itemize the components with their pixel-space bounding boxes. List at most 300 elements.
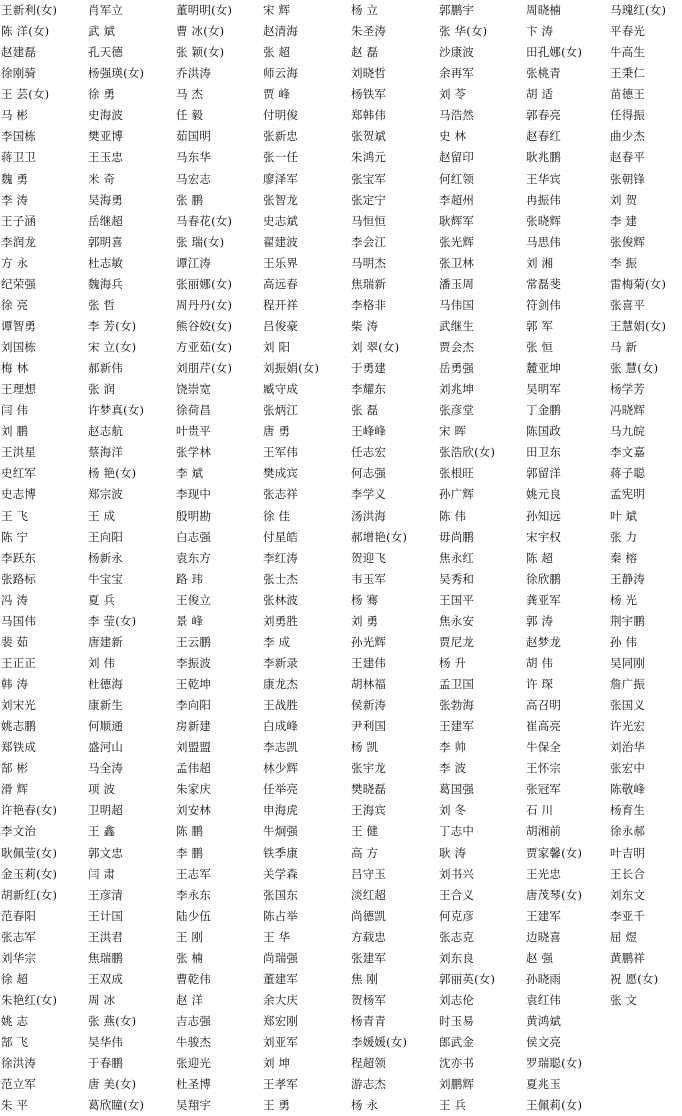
name-cell: 马全涛	[88, 761, 124, 776]
name-cell: 边晓喜	[526, 929, 562, 944]
name-cell: 付明俊	[263, 108, 299, 123]
name-cell: 夏 兵	[88, 592, 116, 607]
name-cell: 张浩欣(女)	[439, 445, 496, 460]
name-cell: 何红领	[439, 171, 475, 186]
name-cell: 赵志航	[88, 424, 124, 439]
name-cell: 王 华	[263, 929, 291, 944]
name-cell: 张炳江	[263, 403, 299, 418]
name-cell: 谭江涛	[176, 255, 212, 270]
name-cell: 何志强	[351, 466, 387, 481]
name-cell: 韩 涛	[1, 677, 29, 691]
name-cell: 张贺斌	[351, 129, 387, 144]
name-cell: 范春阳	[1, 908, 37, 923]
roster-row	[0, 274, 682, 295]
name-cell: 王 勇	[263, 1098, 291, 1113]
name-cell: 冯晓辉	[610, 403, 646, 418]
name-cell: 耿辉军	[439, 213, 475, 228]
name-cell: 马东华	[176, 150, 212, 165]
name-cell: 胡 适	[526, 87, 554, 102]
name-cell: 杨 凯	[351, 740, 379, 755]
name-cell: 张 颖(女)	[176, 45, 225, 60]
name-cell: 刘勇胜	[263, 613, 299, 628]
name-cell: 刘治华	[610, 740, 646, 755]
name-cell: 张 慧(女)	[610, 361, 659, 376]
name-cell: 崔高亮	[526, 719, 562, 734]
name-cell: 史海波	[88, 108, 124, 123]
name-cell: 景 峰	[176, 613, 204, 628]
roster-row	[0, 885, 682, 906]
roster-row	[0, 147, 682, 168]
roster-row	[0, 506, 682, 527]
name-cell: 王 刚	[176, 929, 204, 944]
name-cell: 吴秀和	[439, 571, 475, 586]
roster-row	[0, 1011, 682, 1032]
name-cell: 马伟国	[439, 297, 475, 312]
roster-row	[0, 590, 682, 611]
name-cell: 王建军	[526, 908, 562, 923]
name-cell: 吕守玉	[351, 866, 387, 881]
name-cell: 林少辉	[263, 761, 299, 776]
name-cell: 张俊辉	[610, 234, 646, 249]
name-cell: 袁东方	[176, 550, 212, 565]
name-cell: 马 新	[610, 340, 638, 354]
name-cell: 岳勇强	[439, 361, 475, 376]
name-cell: 任 毅	[176, 108, 204, 123]
name-cell: 朱圣涛	[351, 24, 387, 39]
name-cell: 赵留印	[439, 150, 475, 165]
name-cell: 王 飞	[1, 508, 29, 523]
name-cell: 吉志强	[176, 1014, 212, 1028]
name-cell: 郭 涛	[526, 613, 554, 628]
name-cell: 荆宇鹏	[610, 613, 646, 628]
name-cell: 郑韩伟	[351, 108, 387, 123]
name-cell: 于春鹏	[88, 1056, 124, 1071]
name-cell: 田孔娜(女)	[526, 45, 583, 60]
name-cell: 杨 立	[351, 3, 379, 17]
name-cell: 杨育生	[610, 803, 646, 818]
name-cell: 杨青青	[351, 1014, 387, 1028]
name-cell: 叶 斌	[610, 508, 638, 523]
name-cell: 祝 愿(女)	[610, 971, 659, 986]
name-cell: 李新录	[263, 655, 299, 670]
name-cell: 杨 骞	[351, 592, 379, 607]
name-cell: 刘 湘	[526, 255, 554, 270]
name-cell: 王 健	[351, 824, 379, 839]
name-cell: 白志强	[176, 529, 212, 544]
name-cell: 宋宇权	[526, 529, 562, 544]
name-cell	[609, 1074, 682, 1095]
roster-row	[0, 190, 682, 211]
name-cell: 王乐界	[263, 255, 299, 270]
name-cell: 陈 伟	[439, 508, 467, 523]
name-cell: 周晓楠	[526, 3, 562, 17]
name-cell: 王怀宗	[526, 761, 562, 776]
name-cell: 吴同刚	[610, 655, 646, 670]
name-cell: 周 冰	[88, 992, 116, 1007]
roster-row	[0, 990, 682, 1011]
name-cell: 任志宏	[351, 445, 387, 460]
roster-row	[0, 63, 682, 84]
name-cell: 王静涛	[610, 571, 646, 586]
name-cell: 石 川	[526, 803, 554, 818]
name-cell: 王云鹏	[176, 634, 212, 649]
name-cell: 耿佩莹(女)	[1, 845, 58, 860]
name-cell: 陈 超	[526, 550, 554, 565]
name-cell: 唐 勇	[263, 424, 291, 439]
name-cell: 曹 冰(女)	[176, 24, 225, 39]
roster-row	[0, 169, 682, 190]
name-cell: 田卫东	[526, 445, 562, 460]
name-cell: 陆少伍	[176, 908, 212, 923]
name-cell: 岳继超	[88, 213, 124, 228]
name-cell: 李超州	[439, 192, 475, 207]
name-cell: 赵春平	[610, 150, 646, 165]
roster-row	[0, 1053, 682, 1074]
name-cell: 王海宾	[351, 803, 387, 818]
name-cell: 牛炯强	[263, 824, 299, 839]
name-cell: 唐茂琴(女)	[526, 887, 583, 902]
name-cell: 王慧娟(女)	[610, 318, 667, 333]
name-cell: 许 琛	[526, 677, 554, 691]
roster-row	[0, 737, 682, 758]
name-cell: 姚元良	[526, 487, 562, 502]
name-cell: 蒋卫卫	[1, 150, 37, 165]
name-cell: 张 鹏	[176, 192, 204, 207]
name-cell: 郭丽英(女)	[439, 971, 496, 986]
name-cell: 李 帅	[439, 740, 467, 755]
name-cell: 纪荣强	[1, 276, 37, 291]
name-cell: 张 恒	[526, 340, 554, 354]
roster-row	[0, 442, 682, 463]
name-cell: 郭 军	[526, 318, 554, 333]
name-cell: 陈敬峰	[610, 782, 646, 797]
name-cell: 符剑伟	[526, 297, 562, 312]
name-cell: 朱鸿元	[351, 150, 387, 165]
name-cell: 李 成	[263, 634, 291, 649]
roster-row	[0, 295, 682, 316]
name-cell: 马春花(女)	[176, 213, 233, 228]
name-cell: 董建军	[263, 971, 299, 986]
name-cell: 李 波	[439, 761, 467, 776]
name-cell: 王洪君	[88, 929, 124, 944]
roster-row	[0, 674, 682, 695]
name-cell: 方亚茹(女)	[176, 340, 233, 354]
name-cell: 樊晓磊	[351, 782, 387, 797]
name-cell: 张朝锋	[610, 171, 646, 186]
name-cell: 张国义	[610, 698, 646, 713]
name-cell: 李媛媛(女)	[351, 1035, 408, 1050]
roster-row	[0, 716, 682, 737]
roster-row	[0, 927, 682, 948]
name-cell: 张智龙	[263, 192, 299, 207]
name-cell: 张晓辉	[526, 213, 562, 228]
name-cell: 葛国强	[439, 782, 475, 797]
name-cell: 廖泽军	[263, 171, 299, 186]
name-cell: 周丹丹(女)	[176, 297, 233, 312]
name-cell: 高远春	[263, 276, 299, 291]
name-cell: 刘兆坤	[439, 382, 475, 397]
name-cell: 李 芳(女)	[88, 318, 137, 333]
roster-row	[0, 126, 682, 147]
name-cell: 麓亚坤	[526, 361, 562, 376]
roster-row	[0, 105, 682, 126]
name-cell: 李格非	[351, 297, 387, 312]
name-cell: 李文嘉	[610, 445, 646, 460]
roster-row	[0, 548, 682, 569]
name-cell: 丁志中	[439, 824, 475, 839]
name-cell: 任举亮	[263, 782, 299, 797]
name-cell: 马浩然	[439, 108, 475, 123]
name-cell: 苗德王	[610, 87, 646, 102]
roster-row	[0, 400, 682, 421]
name-cell: 贺迎飞	[351, 550, 387, 565]
name-cell: 翟建波	[263, 234, 299, 249]
name-cell: 郎武金	[439, 1035, 475, 1050]
roster-row	[0, 695, 682, 716]
name-cell: 武继生	[439, 318, 475, 333]
name-cell: 陈国政	[526, 424, 562, 439]
name-cell: 孙知远	[526, 508, 562, 523]
roster-row	[0, 232, 682, 253]
name-cell: 李志凯	[263, 740, 299, 755]
name-cell: 李永东	[176, 887, 212, 902]
name-cell: 刘鹏辉	[439, 1077, 475, 1092]
name-cell: 李 振	[610, 255, 638, 270]
name-cell: 孟卫国	[439, 677, 475, 691]
name-cell: 郑宏刚	[263, 1014, 299, 1028]
name-cell: 尚德凯	[351, 908, 387, 923]
name-cell: 赵春红	[526, 129, 562, 144]
name-cell: 杜圣博	[176, 1077, 212, 1092]
name-cell: 蒋子聪	[610, 466, 646, 481]
name-cell: 张 磊	[351, 403, 379, 418]
name-cell: 刘国栋	[1, 340, 37, 354]
name-cell: 李亚千	[610, 908, 646, 923]
name-cell: 徐刚骑	[1, 66, 37, 81]
name-cell: 李润龙	[1, 234, 37, 249]
name-cell: 焦瑞鹏	[88, 950, 124, 965]
name-cell: 孔天德	[88, 45, 124, 60]
name-cell: 吴海勇	[88, 192, 124, 207]
name-cell: 王彦清	[88, 887, 124, 902]
name-cell: 樊成宾	[263, 466, 299, 481]
name-cell: 史红军	[1, 466, 37, 481]
name-cell: 于勇建	[351, 361, 387, 376]
name-cell: 张喜平	[610, 297, 646, 312]
name-cell: 罗瑞聪(女)	[526, 1056, 583, 1071]
name-cell: 张建军	[351, 950, 387, 965]
name-cell: 王洪星	[1, 445, 37, 460]
name-cell: 刘东文	[610, 887, 646, 902]
roster-row	[0, 1074, 682, 1095]
name-cell: 武 斌	[88, 24, 116, 39]
name-cell: 朱家庆	[176, 782, 212, 797]
name-cell: 康龙杰	[263, 677, 299, 691]
roster-row	[0, 653, 682, 674]
name-cell: 徐永郝	[610, 824, 646, 839]
name-cell: 刘 坤	[263, 1056, 291, 1071]
name-cell: 张 哲	[88, 297, 116, 312]
name-cell: 杨新永	[88, 550, 124, 565]
name-cell: 申海虎	[263, 803, 299, 818]
name-cell: 郑宗波	[88, 487, 124, 502]
name-cell: 张卫林	[439, 255, 475, 270]
name-cell: 杨 升	[439, 655, 467, 670]
roster-row	[0, 316, 682, 337]
name-cell: 袁红伟	[526, 992, 562, 1007]
name-cell: 叶贵平	[176, 424, 212, 439]
name-cell: 郭留洋	[526, 466, 562, 481]
name-cell: 曹乾伟	[176, 971, 212, 986]
name-cell: 郭文忠	[88, 845, 124, 860]
name-cell: 唐建新	[88, 634, 124, 649]
name-cell: 冉振伟	[526, 192, 562, 207]
name-cell: 王 成	[88, 508, 116, 523]
name-cell: 徐洪涛	[1, 1056, 37, 1071]
roster-row	[0, 632, 682, 653]
name-cell: 朱艳红(女)	[1, 992, 58, 1007]
name-cell: 项 波	[88, 782, 116, 797]
name-cell: 沈亦书	[439, 1056, 475, 1071]
name-cell: 许艳春(女)	[1, 803, 58, 818]
name-cell: 孙 伟	[610, 634, 638, 649]
name-cell: 闫 肃	[88, 866, 116, 881]
name-cell: 刘 苓	[439, 87, 467, 102]
name-cell: 时玉易	[439, 1014, 475, 1028]
name-cell: 王理想	[1, 382, 37, 397]
name-cell: 高 方	[351, 845, 379, 860]
name-cell: 赵 洋	[176, 992, 204, 1007]
name-cell: 何顺通	[88, 719, 124, 734]
name-cell: 耿 涛	[439, 845, 467, 860]
name-cell: 王佩莉(女)	[526, 1098, 583, 1113]
name-cell: 铁季康	[263, 845, 299, 860]
name-cell: 徐荷昌	[176, 403, 212, 418]
name-cell: 徐 超	[1, 971, 29, 986]
name-cell: 刘 阳	[263, 340, 291, 354]
name-cell: 王孝军	[263, 1077, 299, 1092]
roster-row	[0, 527, 682, 548]
name-cell: 潘玉周	[439, 276, 475, 291]
name-cell: 张定宁	[351, 192, 387, 207]
name-cell: 陈 宁	[1, 529, 29, 544]
name-cell: 张 文	[610, 992, 638, 1007]
name-cell: 王俊立	[176, 592, 212, 607]
name-cell: 王正正	[1, 655, 37, 670]
name-cell: 李向阳	[176, 698, 212, 713]
name-cell: 赵建磊	[1, 45, 37, 60]
roster-row	[0, 421, 682, 442]
name-cell: 刘盟盟	[176, 740, 212, 755]
name-cell: 李 斌	[176, 466, 204, 481]
name-cell: 卞 涛	[526, 24, 554, 39]
name-cell: 马 杰	[176, 87, 204, 102]
name-cell: 胡新红(女)	[1, 887, 58, 902]
roster-row	[0, 843, 682, 864]
name-cell: 朱 平	[1, 1098, 29, 1113]
name-cell: 马明杰	[351, 255, 387, 270]
name-cell: 王乾坤	[176, 677, 212, 691]
name-cell: 王秉仁	[610, 66, 646, 81]
name-cell: 淡红超	[351, 887, 387, 902]
name-cell: 张光辉	[439, 234, 475, 249]
name-cell: 刘振娟(女)	[263, 361, 320, 376]
roster-row	[0, 864, 682, 885]
name-cell: 赵 磊	[351, 45, 379, 60]
name-cell: 张 润	[88, 382, 116, 397]
name-cell: 张迎光	[176, 1056, 212, 1071]
name-cell: 殷明勘	[176, 508, 212, 523]
roster-row	[0, 758, 682, 779]
name-cell: 乔洪涛	[176, 66, 212, 81]
name-cell: 王志军	[176, 866, 212, 881]
name-cell: 焦永安	[439, 613, 475, 628]
name-cell: 贺杨军	[351, 992, 387, 1007]
name-cell: 唐 美(女)	[88, 1077, 137, 1092]
name-cell: 茹国明	[176, 129, 212, 144]
name-cell: 焦瑞新	[351, 276, 387, 291]
name-cell: 卫明超	[88, 803, 124, 818]
name-cell: 李现中	[176, 487, 212, 502]
name-cell: 范立军	[1, 1077, 37, 1092]
name-cell: 何克彦	[439, 908, 475, 923]
name-cell: 牛宝宝	[88, 571, 124, 586]
name-cell: 沙康波	[439, 45, 475, 60]
name-cell: 贾会杰	[439, 340, 475, 354]
name-cell: 李文治	[1, 824, 37, 839]
name-cell: 杨 永	[351, 1098, 379, 1113]
roster-row	[0, 1095, 682, 1116]
name-cell: 宋 晖	[439, 424, 467, 439]
name-cell: 李红涛	[263, 550, 299, 565]
name-cell: 关学森	[263, 866, 299, 881]
roster-row	[0, 463, 682, 484]
name-cell: 裴 茹	[1, 634, 29, 649]
name-cell: 付星皓	[263, 529, 299, 544]
name-cell: 李跃东	[1, 550, 37, 565]
name-cell: 马恒恒	[351, 213, 387, 228]
name-cell: 刘书兴	[439, 866, 475, 881]
name-cell: 马思伟	[526, 234, 562, 249]
roster-row	[0, 948, 682, 969]
name-cell: 郭明喜	[88, 234, 124, 249]
roster-row	[0, 969, 682, 990]
name-cell: 郜 彬	[1, 761, 29, 776]
name-cell: 王建伟	[351, 655, 387, 670]
name-cell: 杜志敏	[88, 255, 124, 270]
name-cell: 张志祥	[263, 487, 299, 502]
name-cell: 陈占举	[263, 908, 299, 923]
name-cell: 张路标	[1, 571, 37, 586]
name-cell: 方 永	[1, 255, 29, 270]
name-cell: 王计国	[88, 908, 124, 923]
name-cell	[609, 1095, 682, 1116]
name-cell: 师云海	[263, 66, 299, 81]
name-cell: 刘 翠(女)	[351, 340, 400, 354]
name-cell: 牛高生	[610, 45, 646, 60]
name-cell: 任得振	[610, 108, 646, 123]
name-cell: 黄鹏祥	[610, 950, 646, 965]
name-cell: 李学义	[351, 487, 387, 502]
name-cell: 张 华(女)	[439, 24, 488, 39]
name-cell: 雷梅菊(女)	[610, 276, 667, 291]
name-cell: 王新利(女)	[1, 3, 58, 17]
name-cell: 魏海兵	[88, 276, 124, 291]
name-cell: 尚瑞强	[263, 950, 299, 965]
name-cell: 马 彬	[1, 108, 29, 123]
name-cell: 刘晓哲	[351, 66, 387, 81]
name-cell: 常磊斐	[526, 276, 562, 291]
